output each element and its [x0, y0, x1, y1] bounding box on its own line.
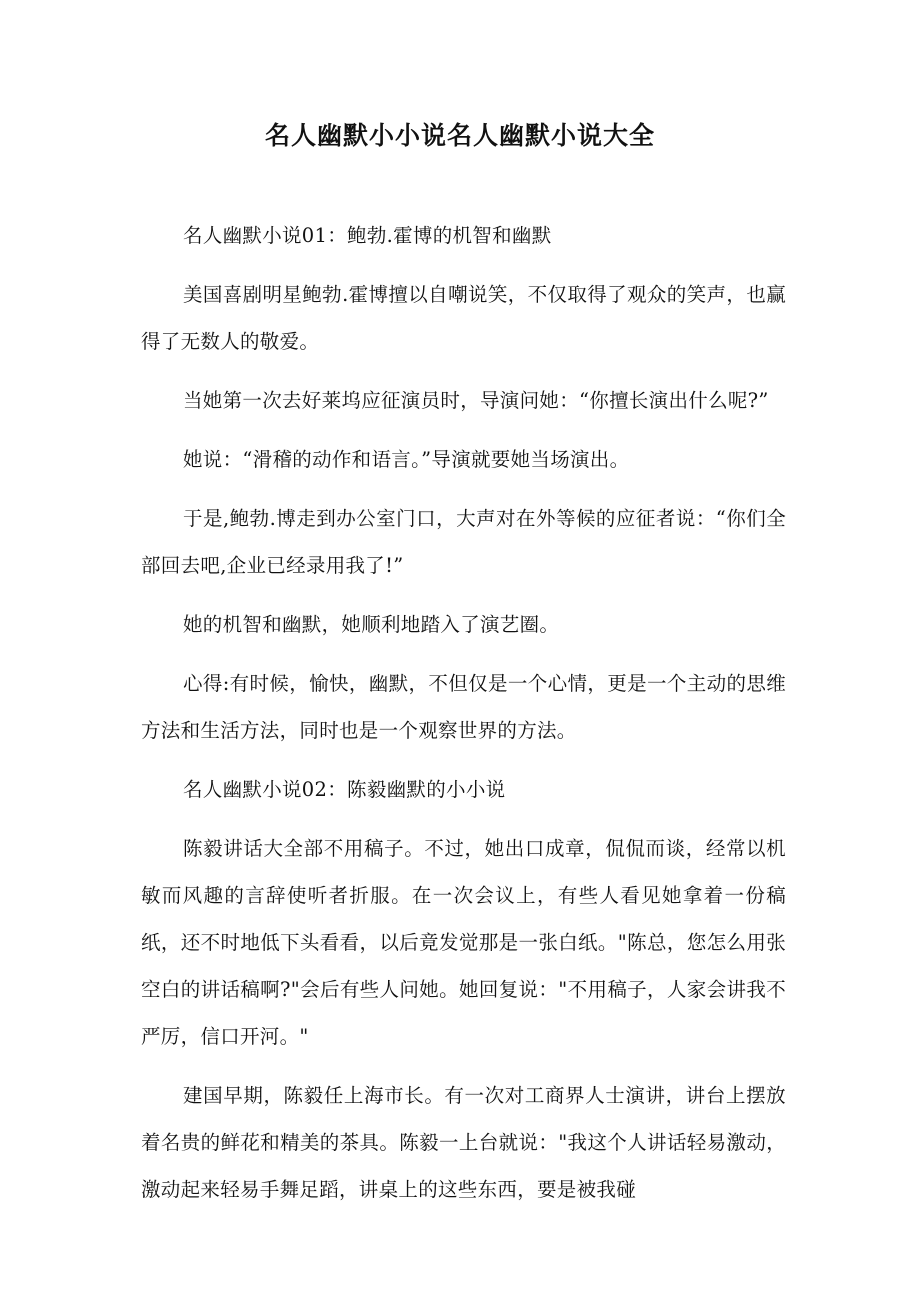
paragraph: 建国早期，陈毅任上海市长。有一次对工商界人士演讲，讲台上摆放着名贵的鲜花和精美的茶具。陈毅一上台就说："我这个人讲话轻易激动，激动起来轻易手舞足蹈，讲桌上的这些东西，要是被我碰 — [141, 1084, 786, 1201]
section-heading-02: 名人幽默小说02：陈毅幽默的小小说 — [183, 778, 506, 801]
paragraph: 她说：“滑稽的动作和语言。”导演就要她当场演出。 — [183, 448, 630, 471]
paragraph: 于是,鲍勃.博走到办公室门口，大声对在外等候的应征者说：“你们全部回去吧,企业已经录用我了!” — [141, 507, 786, 577]
paragraph: 她的机智和幽默，她顺利地踏入了演艺圈。 — [183, 613, 560, 636]
document-title: 名人幽默小小说名人幽默小说大全 — [264, 121, 655, 150]
paragraph: 美国喜剧明星鲍勃.霍博擅以自嘲说笑，不仅取得了观众的笑声，也赢得了无数人的敬爱。 — [141, 283, 786, 353]
section-heading-01: 名人幽默小说01：鲍勃.霍博的机智和幽默 — [183, 224, 552, 247]
document-body — [141, 212, 786, 1225]
paragraph: 陈毅讲话大全部不用稿子。不过，她出口成章，侃侃而谈，经常以机敏而风趣的言辞使听者折服。在一次会议上，有些人看见她拿着一份稿纸，还不时地低下头看看，以后竟发觉那是一张白纸。"陈总，您怎么用张空白的讲话稿啊?"会后有些人问她。她回复说："不用稿子，人家会讲我不严厉，信口开河。" — [141, 837, 786, 1048]
paragraph: 心得:有时候，愉快，幽默，不但仅是一个心情，更是一个主动的思维方法和生活方法，同时也是一个观察世界的方法。 — [141, 672, 786, 742]
paragraph: 当她第一次去好莱坞应征演员时，导演问她：“你擅长演出什么呢?” — [183, 389, 769, 412]
